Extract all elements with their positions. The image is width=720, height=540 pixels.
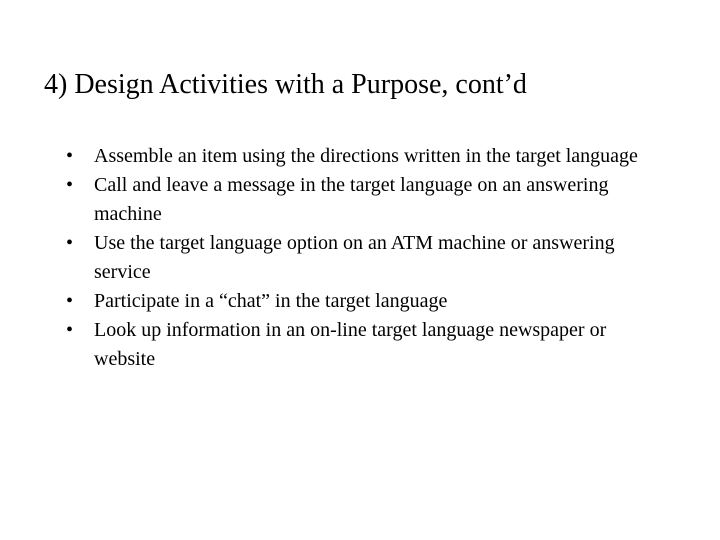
- bullet-icon: •: [66, 319, 74, 341]
- bullet-icon: •: [66, 232, 74, 254]
- bullet-item: [66, 229, 666, 287]
- bullet-icon: •: [66, 290, 74, 312]
- bullet-text: Call and leave a message in the target language on an answering machine: [94, 174, 609, 225]
- bullet-text: Assemble an item using the directions written in the target language: [94, 145, 638, 167]
- bullet-text: Participate in a “chat” in the target language: [94, 290, 448, 312]
- bullet-text: Look up information in an on-line target language newspaper or website: [94, 319, 607, 370]
- bullet-icon: •: [66, 145, 74, 167]
- bullet-list: [66, 142, 666, 374]
- bullet-item: [66, 171, 666, 229]
- bullet-item: [66, 287, 666, 316]
- bullet-icon: •: [66, 174, 74, 196]
- bullet-item: [66, 142, 666, 171]
- bullet-text: Use the target language option on an ATM machine or answering service: [94, 232, 615, 283]
- bullet-item: [66, 316, 666, 374]
- slide-title: 4) Design Activities with a Purpose, cont’d: [44, 69, 527, 100]
